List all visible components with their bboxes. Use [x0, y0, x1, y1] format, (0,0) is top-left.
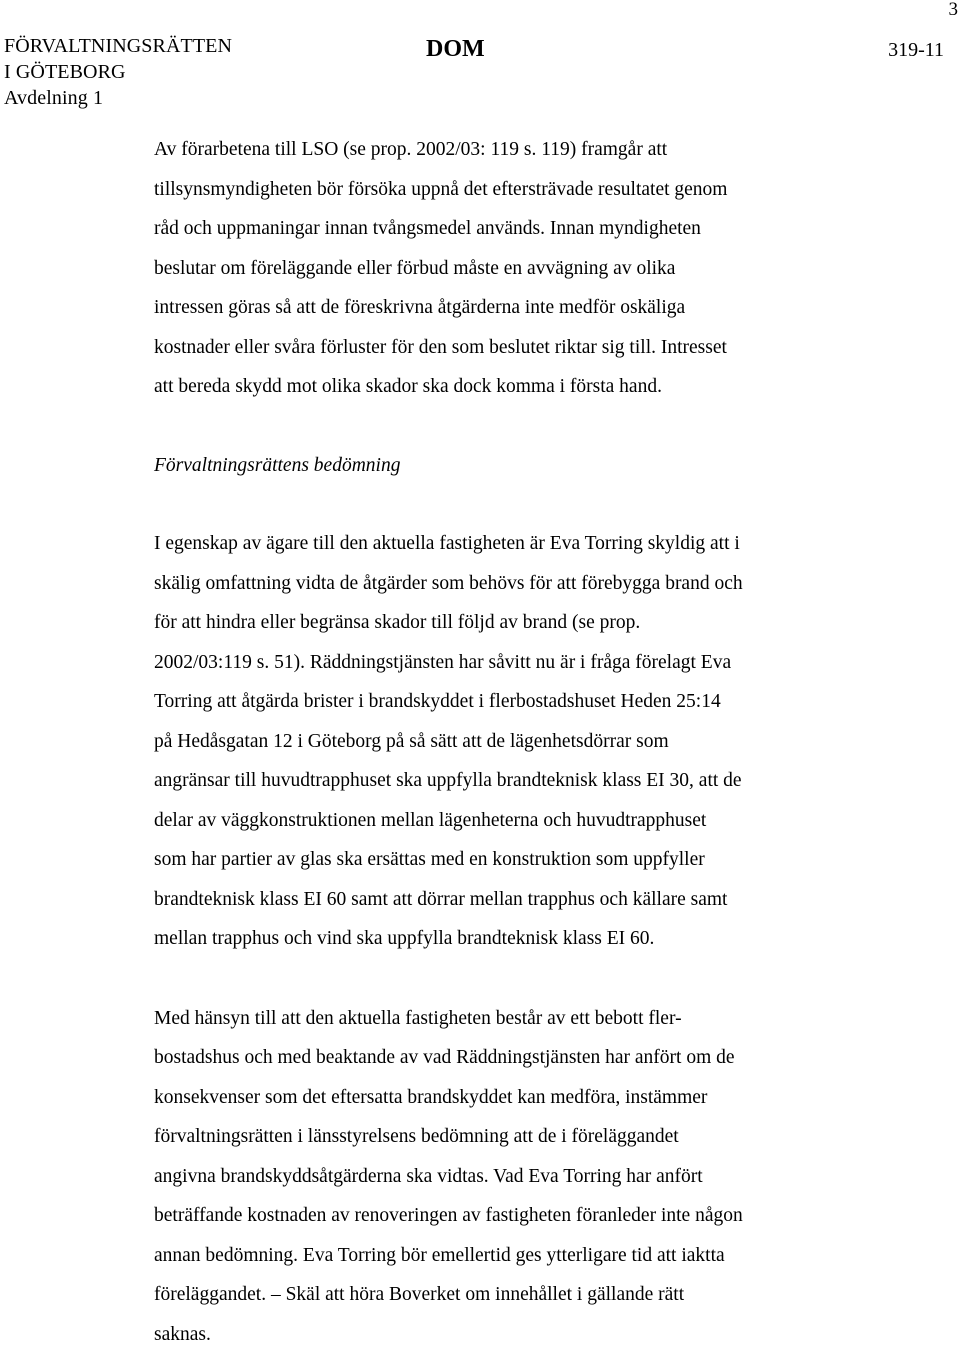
text-line: råd och uppmaningar innan tvångsmedel används. Innan myndigheten: [154, 209, 866, 249]
text-line: angränsar till huvudtrapphuset ska uppfylla brandteknisk klass EI 30, att de: [154, 761, 866, 801]
document-header: [0, 33, 960, 115]
document-body: [154, 130, 866, 1354]
text-line: beträffande kostnaden av renoveringen av fastigheten föranleder inte någon: [154, 1196, 866, 1236]
text-line: mellan trapphus och vind ska uppfylla brandteknisk klass EI 60.: [154, 919, 866, 959]
text-line: på Hedåsgatan 12 i Göteborg på så sätt att de lägenhetsdörrar som: [154, 722, 866, 762]
text-line: skälig omfattning vidta de åtgärder som behövs för att förebygga brand och: [154, 564, 866, 604]
section-heading: Förvaltningsrättens bedömning: [154, 446, 866, 486]
text-line: I egenskap av ägare till den aktuella fastigheten är Eva Torring skyldig att i: [154, 524, 866, 564]
document-type: DOM: [426, 34, 485, 64]
text-line: brandteknisk klass EI 60 samt att dörrar mellan trapphus och källare samt: [154, 880, 866, 920]
text-line: bostadshus och med beaktande av vad Räddningstjänsten har anfört om de: [154, 1038, 866, 1078]
text-line: att bereda skydd mot olika skador ska dock komma i första hand.: [154, 367, 866, 407]
text-line: beslutar om föreläggande eller förbud måste en avvägning av olika: [154, 249, 866, 289]
court-name-line-2: I GÖTEBORG: [4, 59, 232, 85]
text-line: Av förarbetena till LSO (se prop. 2002/03: 119 s. 119) framgår att: [154, 130, 866, 170]
court-name: [4, 33, 232, 111]
text-line: konsekvenser som det eftersatta brandskyddet kan medföra, instämmer: [154, 1078, 866, 1118]
department: Avdelning 1: [4, 85, 232, 111]
text-line: förvaltningsrätten i länsstyrelsens bedömning att de i föreläggandet: [154, 1117, 866, 1157]
text-line: som har partier av glas ska ersättas med en konstruktion som uppfyller: [154, 840, 866, 880]
text-line: 2002/03:119 s. 51). Räddningstjänsten har såvitt nu är i fråga förelagt Eva: [154, 643, 866, 683]
text-line: saknas.: [154, 1315, 866, 1354]
text-line: tillsynsmyndigheten bör försöka uppnå det eftersträvade resultatet genom: [154, 170, 866, 210]
paragraph-preparatory-works: [154, 130, 866, 407]
text-line: Med hänsyn till att den aktuella fastigheten består av ett bebott fler-: [154, 999, 866, 1039]
text-line: intressen göras så att de föreskrivna åtgärderna inte medför oskäliga: [154, 288, 866, 328]
paragraph-conclusion: [154, 999, 866, 1354]
text-line: föreläggandet. – Skäl att höra Boverket om innehållet i gällande rätt: [154, 1275, 866, 1315]
text-line: Torring att åtgärda brister i brandskyddet i flerbostadshuset Heden 25:14: [154, 682, 866, 722]
text-line: för att hindra eller begränsa skador till följd av brand (se prop.: [154, 603, 866, 643]
text-line: angivna brandskyddsåtgärderna ska vidtas. Vad Eva Torring har anfört: [154, 1157, 866, 1197]
page-number: 3: [949, 0, 959, 20]
court-name-line-1: FÖRVALTNINGSRÄTTEN: [4, 33, 232, 59]
text-line: annan bedömning. Eva Torring bör emellertid ges ytterligare tid att iaktta: [154, 1236, 866, 1276]
case-number: 319-11: [888, 37, 944, 63]
text-line: kostnader eller svåra förluster för den som beslutet riktar sig till. Intresset: [154, 328, 866, 368]
text-line: delar av väggkonstruktionen mellan lägenheterna och huvudtrapphuset: [154, 801, 866, 841]
paragraph-assessment: [154, 524, 866, 959]
